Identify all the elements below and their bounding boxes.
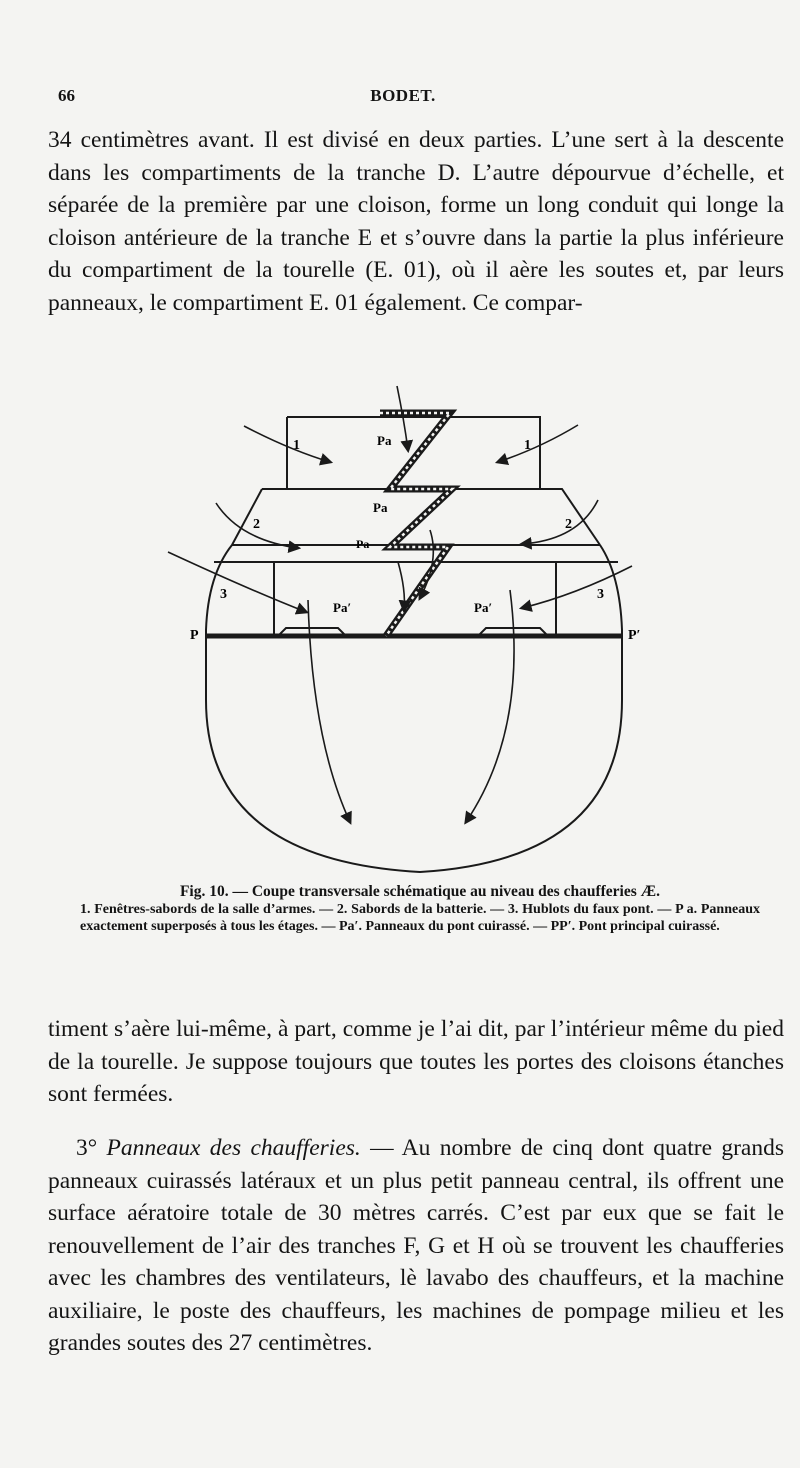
arrow-mid-right: [522, 566, 632, 608]
caption-title: Fig. 10. — Coupe transversale schématique au niveau des chaufferies Æ.: [179, 883, 661, 900]
arrow-center-2: [398, 562, 404, 610]
paragraph-3-body: — Au nombre de cinq dont quatre grands panneaux cuirassés latéraux et un plus petit panneau central, ils offrent une surface aératoire totale de 30 mètres carrés. C’est par eux que se fait le renouvellement de l’air des tranches F, G et H où se trouvent les chaufferies avec les chambres des ventilateurs, lè lavabo des chauffeurs, et la machine auxiliaire, le poste des chauffeurs, les machines de pompage milieu et les grandes soutes des 27 centimètres.: [48, 1135, 785, 1356]
label-pa-prime-left: Pa′: [333, 600, 352, 615]
label-pa-low: Pa: [356, 537, 370, 551]
paragraph-3: [48, 1132, 784, 1360]
label-p-left: P: [190, 628, 199, 643]
page-number: 66: [58, 86, 75, 105]
section-number: 3°: [76, 1135, 98, 1161]
label-p-right: P′: [628, 628, 641, 643]
section-title: Panneaux des chaufferies.: [106, 1135, 361, 1161]
figure-caption: [80, 883, 760, 935]
label-3-left: 3: [220, 587, 227, 602]
cross-section-diagram: [150, 380, 670, 880]
caption-legend: 1. Fenêtres-sabords de la salle d’armes. — 2. Sabords de la batterie. — 3. Hublots du faux pont. — P a. Panneaux exactement superposés à tous les étages. — Pa′. Panneaux du pont cuirassé. — PP′. Pont principal cuirassé.: [80, 902, 760, 934]
running-head: BODET.: [370, 86, 436, 105]
label-3-right: 3: [597, 587, 604, 602]
paragraph-1: 34 centimètres avant. Il est divisé en deux parties. L’une sert à la descente dans les compartiments de la tranche D. L’autre dépourvue d’échelle, et séparée de la première par une cloison, forme un long conduit qui longe la cloison antérieure de la tranche E et s’ouvre dans la partie la plus inférieure du compartiment de la tourelle (E. 01), où il aère les soutes et, par leurs panneaux, le compartiment E. 01 également. Ce compar-: [48, 127, 784, 316]
arrow-bat-right: [522, 500, 598, 544]
label-pa-prime-right: Pa′: [474, 600, 493, 615]
label-pa-mid: Pa: [373, 500, 388, 515]
arrow-top-right: [498, 425, 578, 462]
label-pa-top: Pa: [377, 433, 392, 448]
label-1-right: 1: [524, 438, 531, 453]
upper-deck-outline: [287, 417, 540, 489]
paragraph-2: timent s’aère lui-même, à part, comme je l’ai dit, par l’intérieur même du pied de la tourelle. Je suppose toujours que toutes les portes des cloisons étanches sont fermées.: [48, 1016, 784, 1107]
page-header: [58, 86, 748, 112]
battery-deck-outline: [232, 489, 600, 545]
label-1-left: 1: [293, 438, 300, 453]
label-2-left: 2: [253, 517, 260, 532]
label-2-right: 2: [565, 517, 572, 532]
arrow-down-right: [466, 590, 514, 822]
